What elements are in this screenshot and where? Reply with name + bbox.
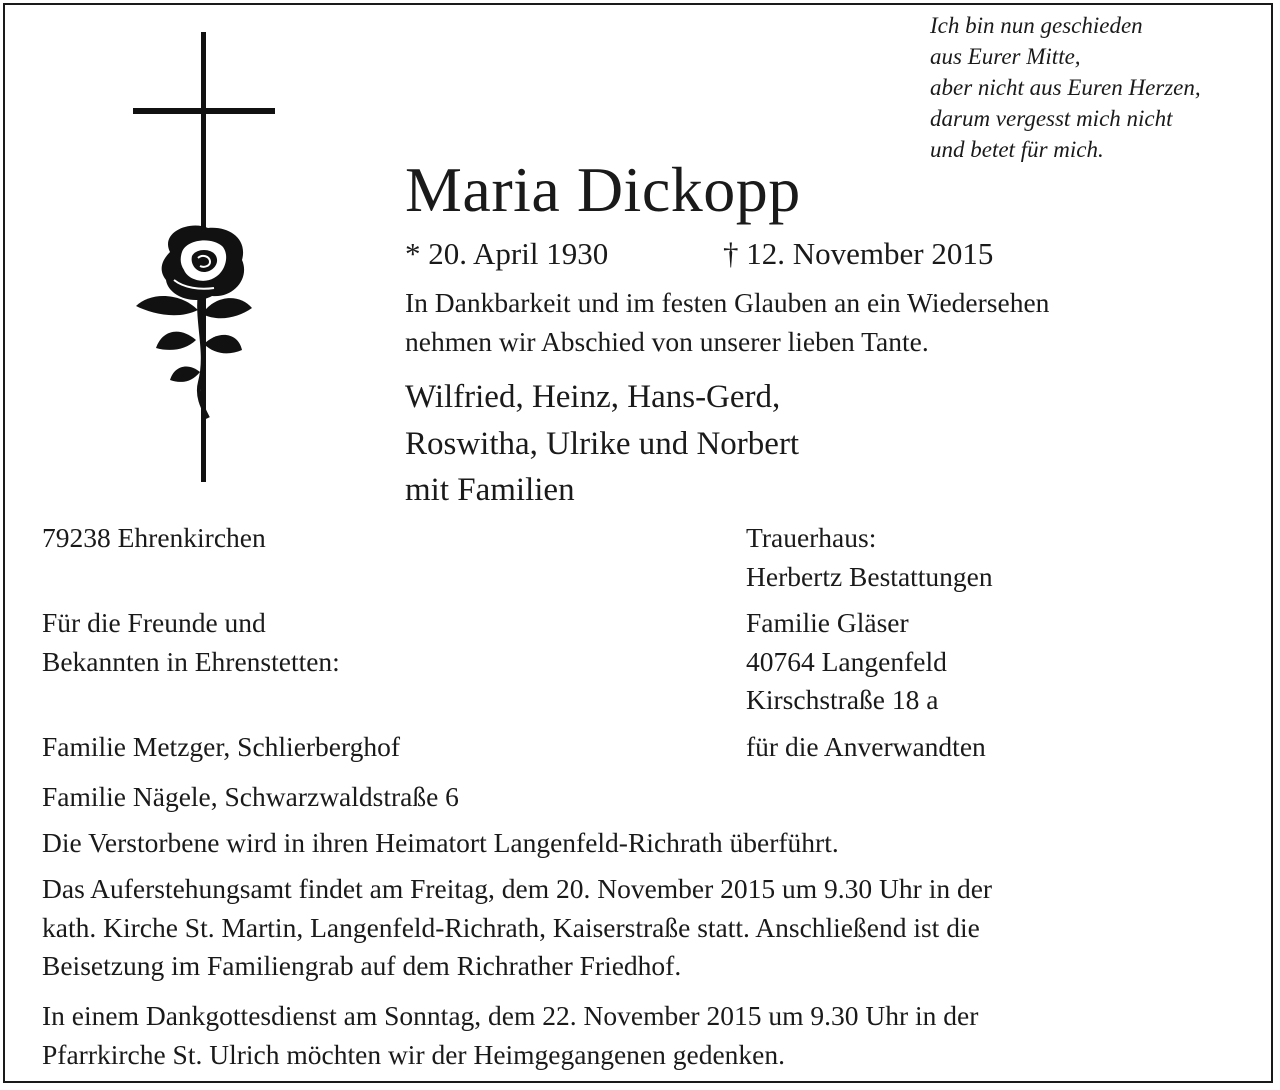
deceased-name: Maria Dickopp [405,154,801,225]
memorial-notice [42,997,978,1074]
intro-line: nehmen wir Abschied von unserer lieben Tante. [405,325,929,357]
poem-line: aus Eurer Mitte, [930,44,1081,69]
friends-heading-line: Für die Freunde und [42,607,266,638]
intro-text [405,284,1049,361]
address-line: 40764 Langenfeld [746,645,947,677]
memorial-line: In einem Dankgottesdienst am Sonntag, dem 22. November 2015 um 9.30 Uhr in der [42,1000,979,1031]
intro-line: In Dankbarkeit und im festen Glauben an ein Wiedersehen [405,287,1050,318]
friends-family-1: Familie Metzger, Schlierberghof [42,731,401,762]
signers [405,374,799,514]
service-line: Das Auferstehungsamt findet am Freitag, dem 20. November 2015 um 9.30 Uhr in der [42,873,993,904]
poem-line: und betet für mich. [930,137,1104,162]
address-line: Kirschstraße 18 a [746,684,939,715]
rose-icon [130,222,260,422]
signers-line: Wilfried, Heinz, Hans-Gerd, [405,379,781,415]
service-line: Beisetzung im Familiengrab auf dem Richrather Friedhof. [42,950,682,981]
friends-family-2: Familie Nägele, Schwarzwaldstraße 6 [42,781,459,812]
location: 79238 Ehrenkirchen [42,522,266,553]
life-dates [405,234,993,274]
poem [930,10,1201,165]
trauerhaus [746,519,993,596]
memorial-line: Pfarrkirche St. Ulrich möchten wir der Heimgegangenen gedenken. [42,1038,785,1070]
birth-date: * 20. April 1930 [405,236,609,271]
poem-line: darum vergesst mich nicht [930,106,1173,131]
trauerhaus-address [746,604,947,720]
poem-line: Ich bin nun geschieden [930,13,1143,38]
relatives-line: für die Anverwandten [746,731,986,762]
death-date: † 12. November 2015 [723,236,994,271]
address-line: Familie Gläser [746,607,909,638]
friends-heading-line: Bekannten in Ehrenstetten: [42,645,340,677]
friends-heading [42,604,340,681]
poem-line: aber nicht aus Euren Herzen, [930,75,1201,100]
trauerhaus-line: Herbertz Bestattungen [746,560,993,592]
service-notice [42,870,992,986]
service-line: kath. Kirche St. Martin, Langenfeld-Richrath, Kaiserstraße statt. Anschließend ist die [42,911,980,943]
transfer-notice: Die Verstorbene wird in ihren Heimatort Langenfeld-Richrath überführt. [42,827,839,858]
trauerhaus-line: Trauerhaus: [746,522,877,553]
signers-line: Roswitha, Ulrike und Norbert [405,425,800,462]
signers-line: mit Familien [405,472,575,508]
